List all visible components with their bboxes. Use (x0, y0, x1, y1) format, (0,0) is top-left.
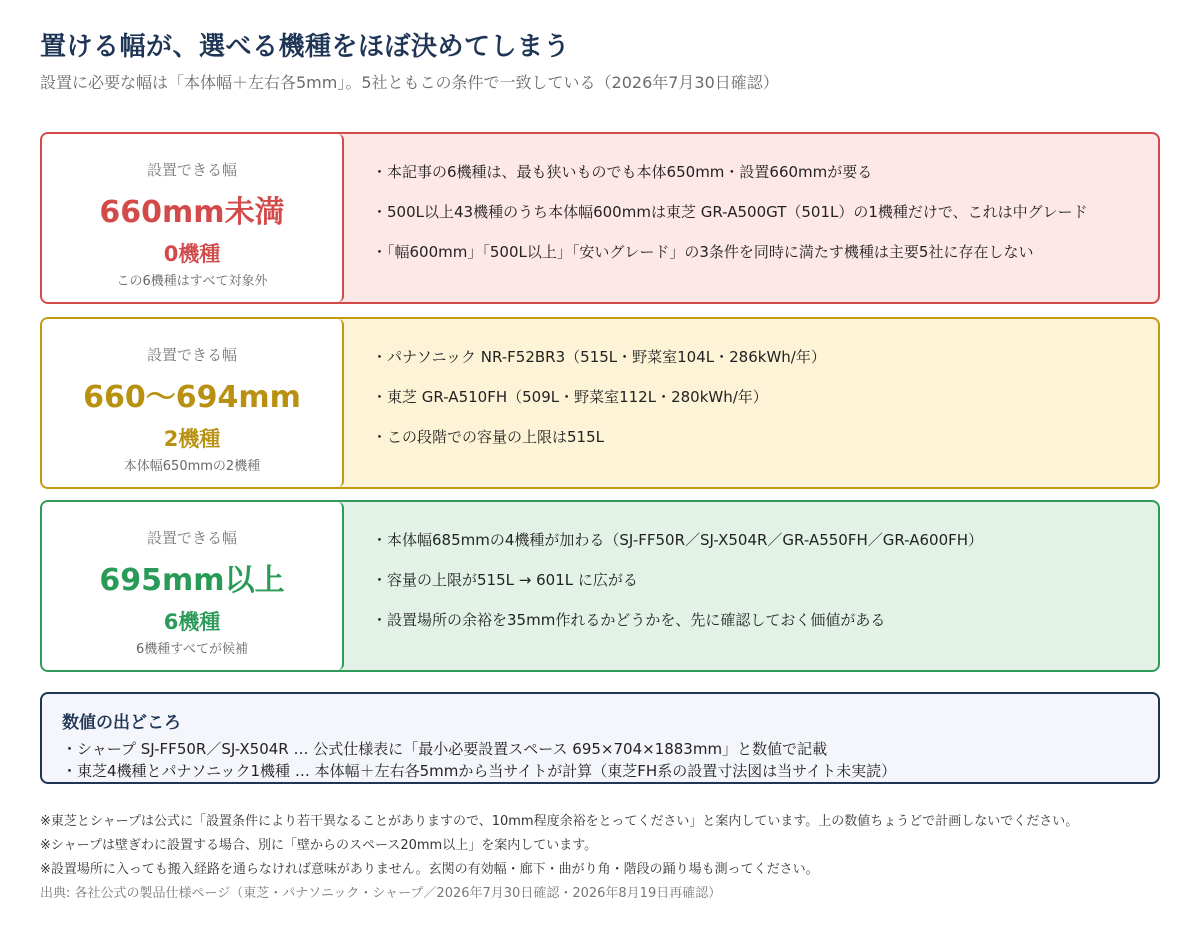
tier-range: 660〜694mm (83, 380, 301, 415)
tier-note: この6機種はすべて対象外 (116, 274, 268, 289)
tier-bullet: ・ 本体幅685mmの4機種が加わる（SJ-FF50R／SJ-X504R／GR-A550FH／GR-A600FH） (372, 530, 983, 570)
tier-bullet: ・ 設置場所の余裕を35mm作れるかどうかを、先に確認しておく価値がある (372, 610, 983, 650)
source-credit: 出典: 各社公式の製品仕様ページ（東芝・パナソニック・シャープ／2026年7月30日確認・2026年8月19日再確認） (40, 886, 722, 901)
data-source-item: ・ 東芝4機種とパナソニック1機種 … 本体幅＋左右各5mmから当サイトが計算（東芝FH系の設置寸法図は当サイト未実読） (62, 760, 896, 782)
tier-bullet-list (372, 162, 1088, 282)
tier-range: 660mm未満 (99, 195, 285, 230)
tier-label: 設置できる幅 (146, 161, 237, 179)
tier-bullet-list (372, 530, 983, 650)
footnote-list (40, 810, 1078, 882)
tier-bullet: ・ 容量の上限が515L → 601L に広がる (372, 570, 983, 610)
tier-card-695-plus (40, 500, 1160, 672)
tier-note: 本体幅650mmの2機種 (123, 459, 261, 474)
tier-label: 設置できる幅 (146, 529, 237, 547)
tier-bullet: ・ 本記事の6機種は、最も狭いものでも本体650mm・設置660mmが要る (372, 162, 1088, 202)
tier-range: 695mm以上 (99, 563, 285, 598)
footnote: ※設置場所に入っても搬入経路を通らなければ意味がありません。玄関の有効幅・廊下・曲がり角・階段の踊り場も測ってください。 (40, 862, 819, 877)
tier-bullet: ・ 東芝 GR-A510FH（509L・野菜室112L・280kWh/年） (372, 387, 826, 427)
tier-details (342, 319, 1158, 487)
tier-bullet: ・ この段階での容量の上限は515L (372, 427, 826, 467)
tier-bullet: ・ 「幅600mm」「500L以上」「安いグレード」の3条件を同時に満たす機種は主要5社に存在しない (372, 242, 1088, 282)
tier-bullet-list (372, 347, 826, 467)
tier-note: 6機種すべてが候補 (135, 642, 248, 657)
data-source-item: ・ シャープ SJ-FF50R／SJ-X504R … 公式仕様表に「最小必要設置スペース 695×704×1883mm」と数値で記載 (62, 738, 896, 760)
footnote: ※東芝とシャープは公式に「設置条件により若干異なることがありますので、10mm程度余裕をとってください」と案内しています。上の数値ちょうどで計画しないでください。 (40, 814, 1079, 829)
tier-label: 設置できる幅 (146, 346, 237, 364)
tier-details (342, 502, 1158, 670)
tier-count: 0機種 (163, 242, 221, 266)
tier-card-under-660 (40, 132, 1160, 304)
tier-summary (42, 502, 344, 670)
tier-details (342, 134, 1158, 302)
tier-summary (42, 134, 344, 302)
data-source-list (62, 738, 896, 782)
tier-summary (42, 319, 344, 487)
page-subtitle: 設置に必要な幅は「本体幅＋左右各5mm」。5社ともこの条件で一致している（2026年7月30日確認） (40, 73, 779, 92)
tier-count: 6機種 (163, 610, 221, 634)
tier-count: 2機種 (163, 427, 221, 451)
footnote: ※シャープは壁ぎわに設置する場合、別に「壁からのスペース20mm以上」を案内しています。 (40, 838, 598, 853)
tier-bullet: ・ 500L以上43機種のうち本体幅600mmは東芝 GR-A500GT（501L）の1機種だけで、これは中グレード (372, 202, 1088, 242)
data-source-heading: 数値の出どころ (62, 713, 181, 733)
tier-bullet: ・ パナソニック NR-F52BR3（515L・野菜室104L・286kWh/年） (372, 347, 826, 387)
tier-card-660-694 (40, 317, 1160, 489)
page-title: 置ける幅が、選べる機種をほぼ決めてしまう (40, 32, 571, 62)
data-source-box (40, 692, 1160, 784)
